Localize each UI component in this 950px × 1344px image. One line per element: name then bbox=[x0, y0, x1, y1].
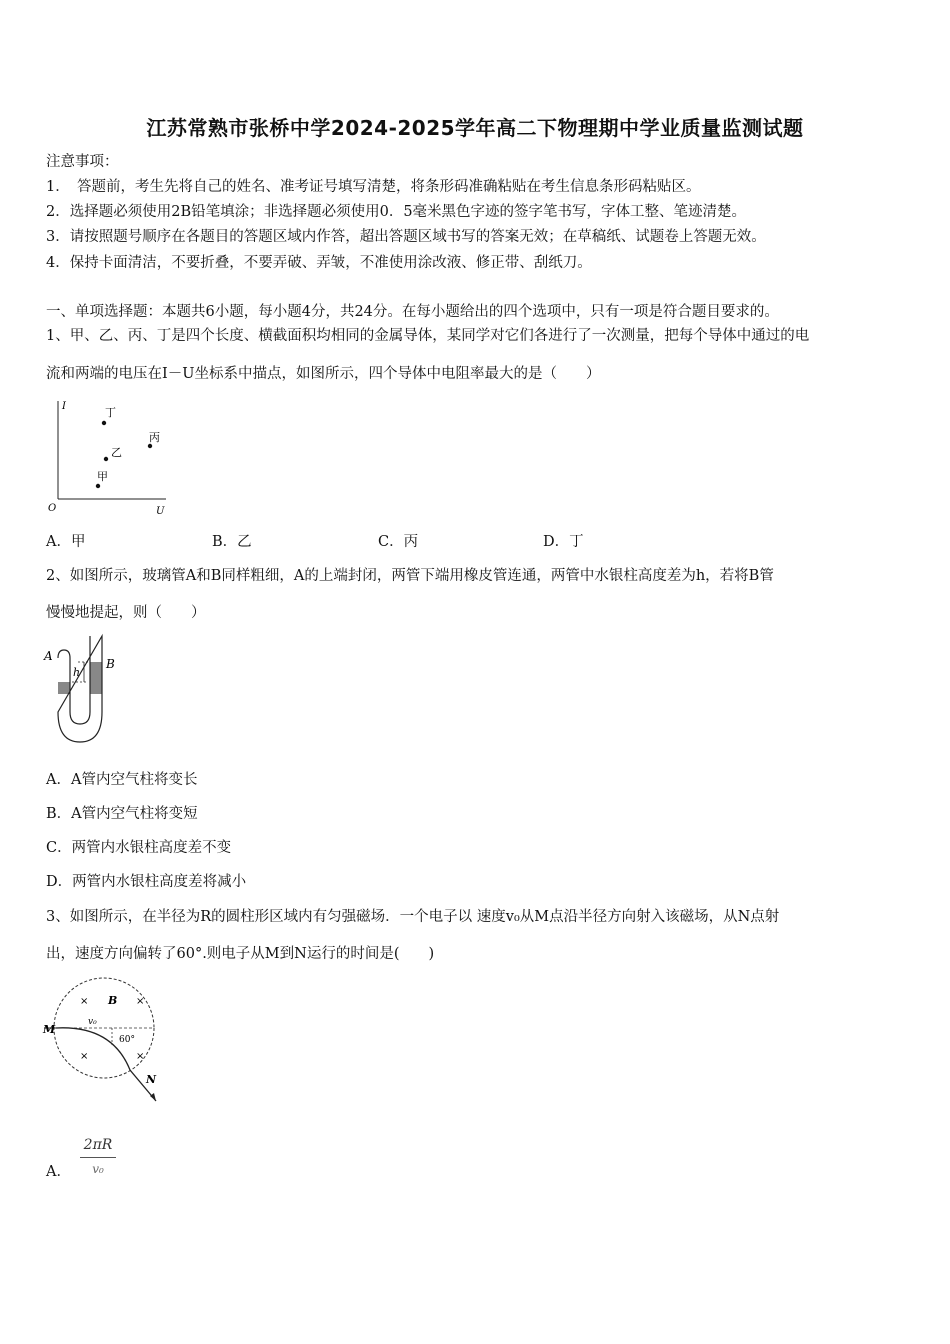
point-bing-label: 丙 bbox=[149, 431, 160, 444]
question-1-text: 1、甲、乙、丙、丁是四个长度、横截面积均相同的金属导体，某同学对它们各进行了一次测量，把每个导体中通过的电 bbox=[46, 328, 810, 344]
label-b: B bbox=[108, 994, 118, 1007]
notice-heading: 注意事项： bbox=[46, 154, 119, 170]
option-b[interactable]: B．乙 bbox=[212, 534, 252, 550]
question-2-text: 2、如图所示，玻璃管A和B同样粗细，A的上端封闭，两管下端用橡皮管连通，两管中水银柱高度差为h，若将B管 bbox=[46, 568, 774, 584]
section-heading: 一、单项选择题：本题共6小题，每小题4分，共24分。在每小题给出的四个选项中，只有一项是符合题目要求的。 bbox=[46, 304, 779, 320]
cross-mark: × bbox=[136, 996, 145, 1007]
question-3-text: 出，速度方向偏转了60°.则电子从M到N运行的时间是( ) bbox=[46, 946, 435, 962]
option-d[interactable]: D．丁 bbox=[543, 534, 584, 550]
label-h: h bbox=[73, 666, 81, 679]
notice-item: 4．保持卡面清洁，不要折叠，不要弄破、弄皱，不准使用涂改液、修正带、刮纸刀。 bbox=[46, 255, 592, 271]
label-m: M bbox=[43, 1023, 56, 1036]
label-angle: 60° bbox=[119, 1035, 135, 1045]
option-a-fraction[interactable] bbox=[78, 1136, 118, 1177]
i-axis-label: I bbox=[62, 401, 66, 412]
question-2-text: 慢慢地提起，则（ ） bbox=[46, 605, 206, 621]
option-c[interactable]: C．两管内水银柱高度差不变 bbox=[46, 840, 232, 856]
tube-a-mercury bbox=[58, 682, 70, 694]
option-d[interactable]: D．两管内水银柱高度差将减小 bbox=[46, 874, 247, 890]
label-v0: v₀ bbox=[88, 1017, 97, 1027]
notice-item: 1． 答题前，考生先将自己的姓名、准考证号填写清楚，将条形码准确粘贴在考生信息条形码粘贴区。 bbox=[46, 179, 701, 195]
notice-item: 2．选择题必须使用2B铅笔填涂；非选择题必须使用0．5毫米黑色字迹的签字笔书写，字体工整、笔迹清楚。 bbox=[46, 204, 747, 220]
label-n: N bbox=[146, 1073, 157, 1086]
label-a: A bbox=[44, 649, 53, 663]
cross-mark: × bbox=[80, 1051, 89, 1062]
u-axis-label: U bbox=[156, 506, 165, 517]
point-yi-label: 乙 bbox=[111, 446, 122, 459]
u-tube-figure bbox=[42, 632, 122, 750]
cross-mark: × bbox=[80, 996, 89, 1007]
option-b[interactable]: B．A管内空气柱将变短 bbox=[46, 806, 198, 822]
point-ding bbox=[102, 421, 106, 425]
electron-trajectory bbox=[56, 1028, 156, 1101]
point-ding-label: 丁 bbox=[105, 406, 116, 419]
point-jia bbox=[96, 484, 100, 488]
page-title: 江苏常熟市张桥中学2024-2025学年高二下物理期中学业质量监测试题 bbox=[146, 116, 804, 140]
option-a[interactable]: A．甲 bbox=[46, 534, 86, 550]
option-a-label[interactable]: A． bbox=[46, 1164, 71, 1180]
question-1-text: 流和两端的电压在I－U坐标系中描点，如图所示，四个导体中电阻率最大的是（ ） bbox=[46, 366, 601, 382]
option-c[interactable]: C．丙 bbox=[378, 534, 419, 550]
notice-item: 3．请按照题号顺序在各题目的答题区域内作答，超出答题区域书写的答案无效；在草稿纸、试题卷上答题无效。 bbox=[46, 229, 766, 245]
iu-graph-figure bbox=[44, 395, 184, 520]
tube-b-mercury bbox=[90, 662, 102, 694]
question-3-text: 3、如图所示，在半径为R的圆柱形区域内有匀强磁场．一个电子以 速度v₀从M点沿半径方向射入该磁场，从N点射 bbox=[46, 909, 780, 925]
point-yi bbox=[104, 457, 108, 461]
point-jia-label: 甲 bbox=[97, 470, 108, 483]
magnetic-field-figure bbox=[42, 975, 167, 1107]
label-b: B bbox=[106, 657, 115, 671]
origin-label: O bbox=[48, 503, 57, 514]
fraction-numerator: 2πR bbox=[83, 1137, 113, 1153]
option-a[interactable]: A．A管内空气柱将变长 bbox=[46, 772, 198, 788]
fraction-denominator: v₀ bbox=[92, 1162, 104, 1176]
fraction-bar bbox=[80, 1157, 116, 1158]
cross-mark: × bbox=[136, 1051, 145, 1062]
point-bing bbox=[148, 444, 152, 448]
